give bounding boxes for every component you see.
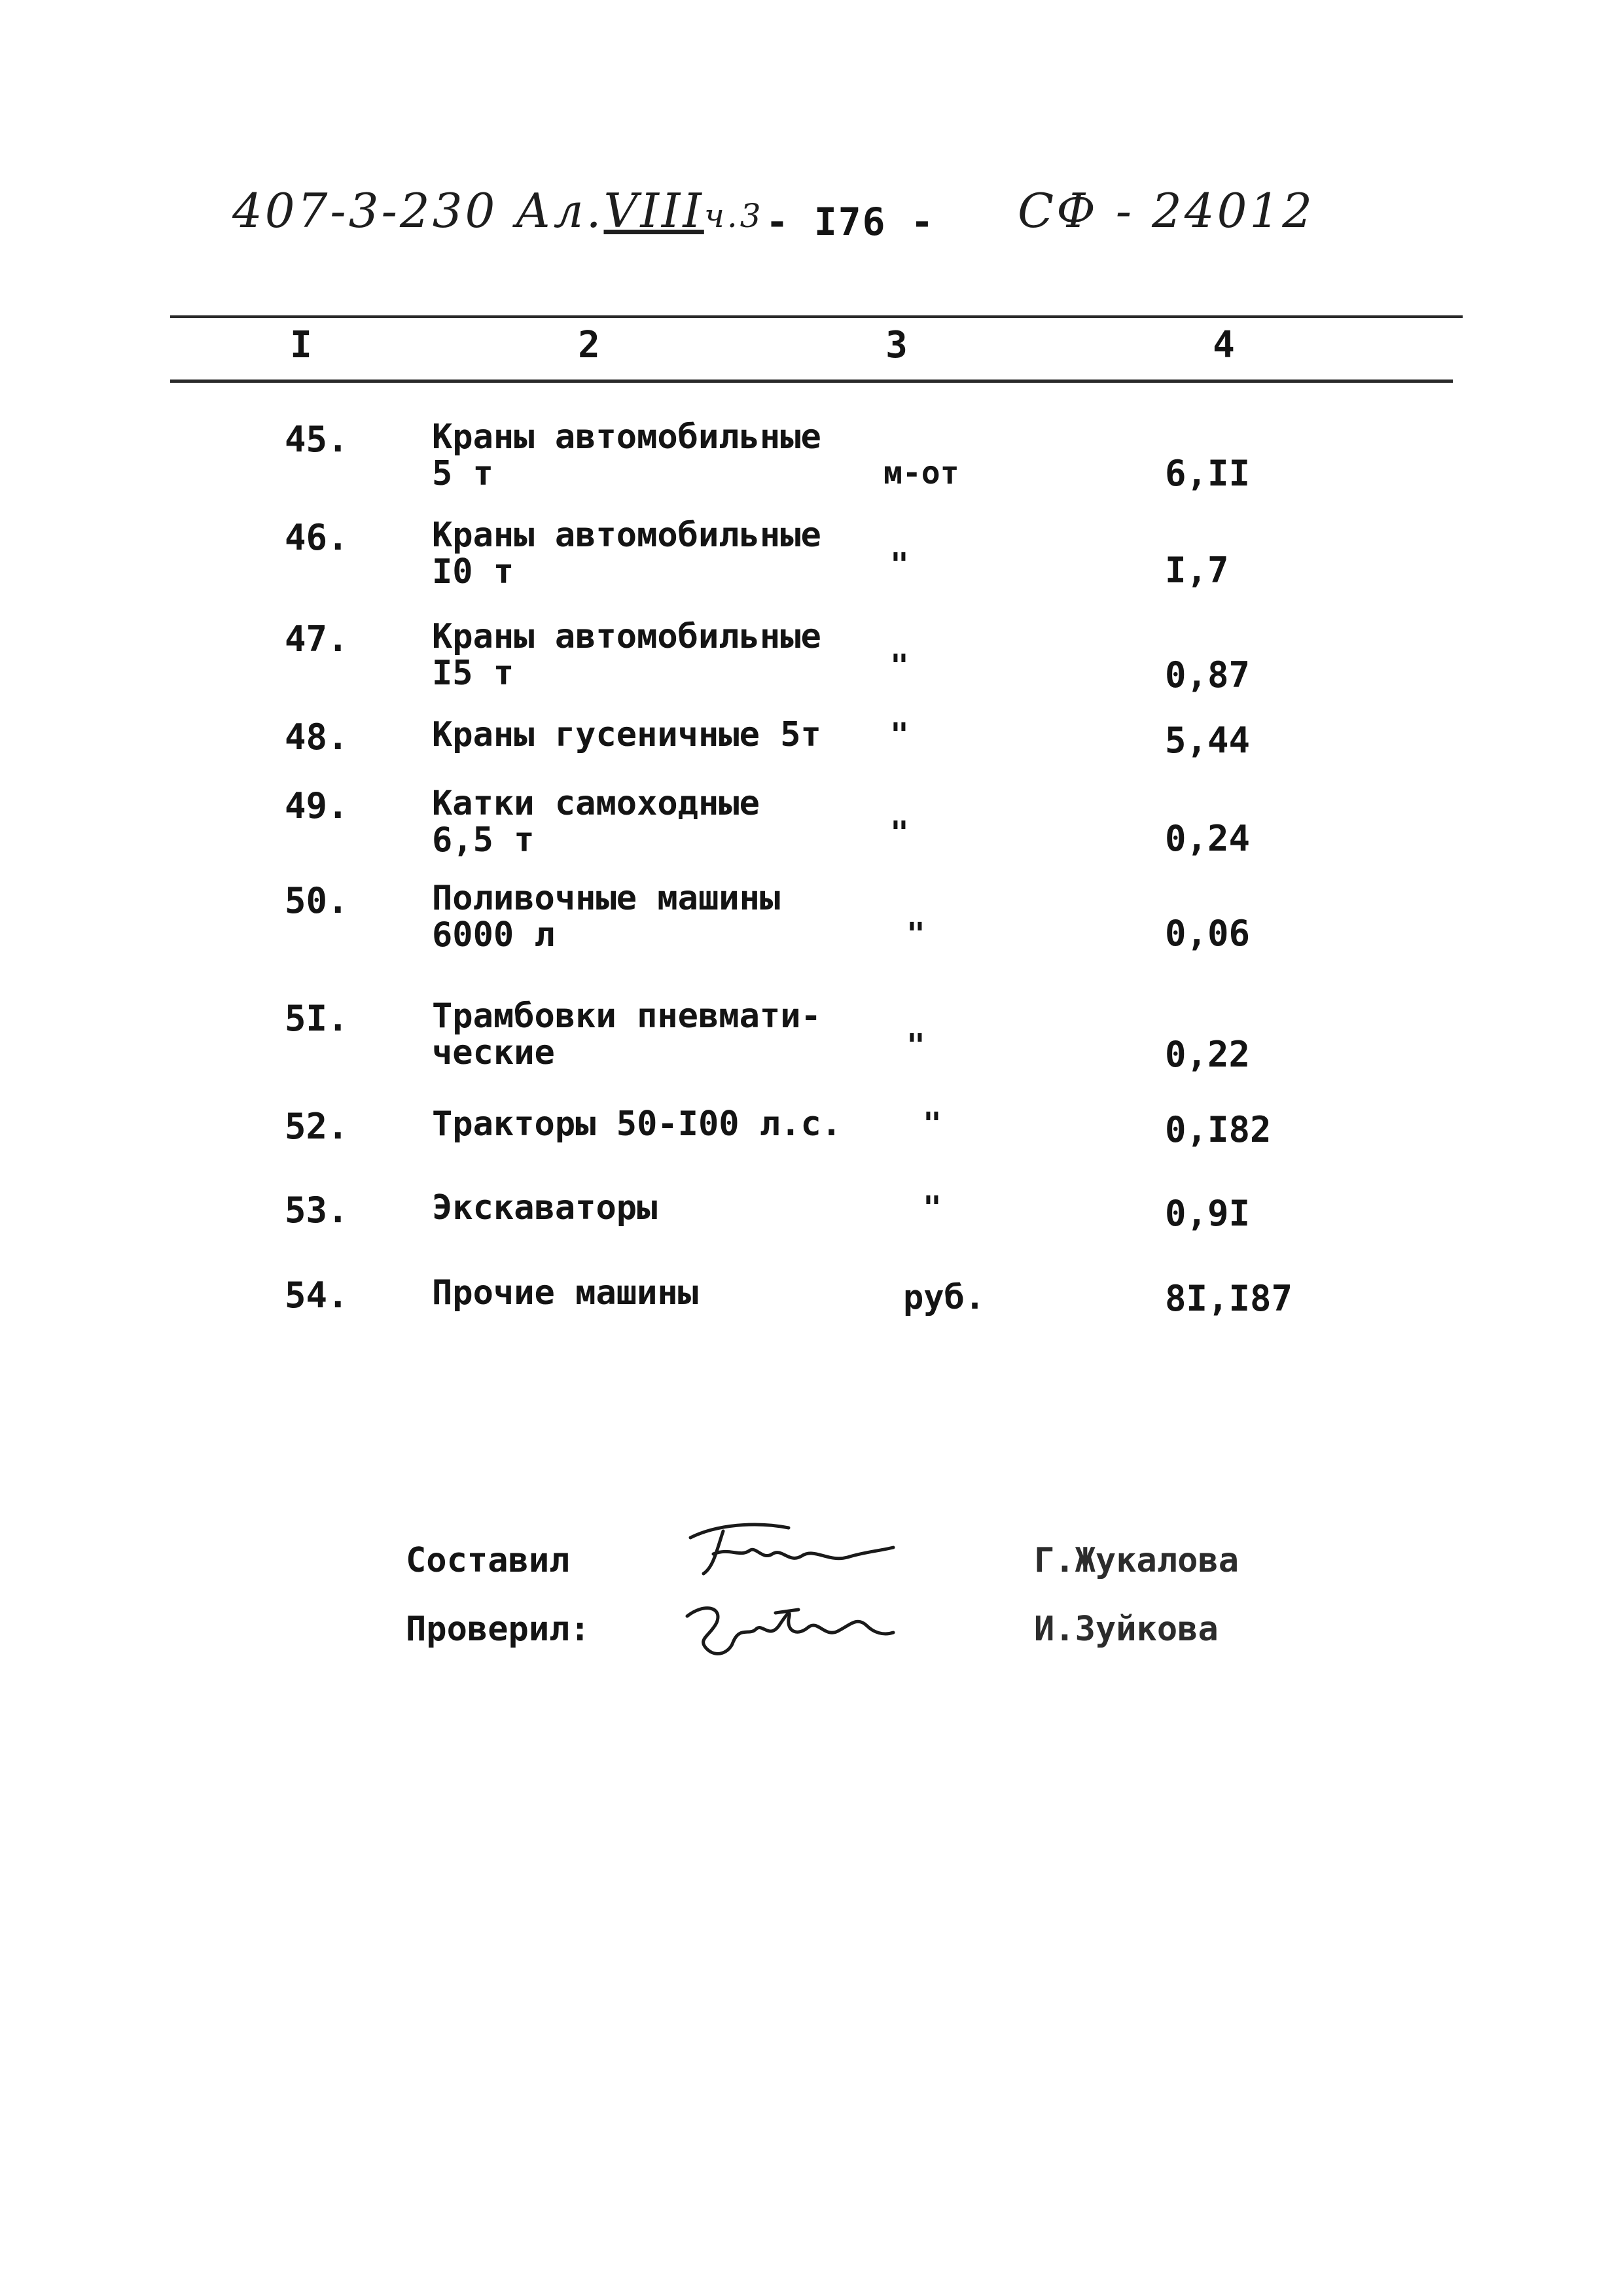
row-number: 5I. <box>285 998 349 1039</box>
document-code-album: Ал. <box>515 183 604 238</box>
row-unit: " <box>906 916 925 953</box>
column-header-2: 2 <box>578 324 600 366</box>
row-number: 50. <box>285 880 349 921</box>
checked-signature <box>677 1587 900 1672</box>
row-name: Краны автомобильные 5 т <box>432 417 821 493</box>
table-header-rule <box>170 380 1453 383</box>
document-code-part: VIII <box>603 183 704 238</box>
column-header-4: 4 <box>1213 324 1235 366</box>
row-value: 6,II <box>1165 453 1251 494</box>
document-code <box>232 183 764 238</box>
row-unit: м-от <box>883 455 959 491</box>
row-number: 45. <box>285 419 349 460</box>
row-number: 48. <box>285 716 349 758</box>
compiled-signature <box>677 1511 900 1590</box>
row-number: 54. <box>285 1275 349 1316</box>
row-value: 0,I82 <box>1165 1109 1272 1150</box>
column-header-3: 3 <box>885 324 908 366</box>
row-value: 0,9I <box>1165 1193 1251 1234</box>
checked-by-label: Проверил: <box>406 1610 590 1649</box>
column-header-1: I <box>290 324 312 366</box>
row-unit: руб. <box>903 1278 986 1317</box>
row-unit: " <box>890 546 909 583</box>
compiled-by-label: Составил <box>406 1541 570 1580</box>
table-top-rule <box>170 315 1463 318</box>
row-name: Трамбовки пневмати- ческие <box>432 997 821 1072</box>
page-number: - I76 - <box>766 200 935 244</box>
checked-by-name: И.Зуйкова <box>1034 1610 1219 1649</box>
row-value: 0,06 <box>1165 913 1251 954</box>
row-value: 0,22 <box>1165 1034 1251 1075</box>
row-number: 46. <box>285 517 349 558</box>
row-unit: " <box>906 1027 925 1064</box>
row-value: 5,44 <box>1165 720 1251 761</box>
row-value: 8I,I87 <box>1165 1278 1293 1319</box>
row-unit: " <box>890 648 909 684</box>
row-value: 0,24 <box>1165 818 1251 859</box>
document-code-ch: ч.3 <box>704 197 764 235</box>
row-number: 52. <box>285 1106 349 1147</box>
row-name: Краны гусеничные 5т <box>432 715 821 754</box>
row-unit: " <box>923 1190 942 1226</box>
row-name: Катки самоходные 6,5 т <box>432 784 760 860</box>
row-name: Тракторы 50-I00 л.с. <box>432 1104 842 1144</box>
row-name: Прочие машины <box>432 1273 698 1313</box>
row-number: 47. <box>285 618 349 660</box>
row-number: 49. <box>285 785 349 826</box>
document-code-main: 407-3-230 <box>232 183 498 238</box>
compiled-by-name: Г.Жукалова <box>1034 1541 1240 1580</box>
sheet-code: СФ - 24012 <box>1018 183 1315 238</box>
row-unit: " <box>890 815 909 851</box>
row-number: 53. <box>285 1190 349 1231</box>
row-name: Поливочные машины 6000 л <box>432 879 781 955</box>
row-name: Краны автомобильные I0 т <box>432 516 821 592</box>
row-value: 0,87 <box>1165 654 1251 696</box>
row-unit: " <box>923 1106 942 1142</box>
row-name: Краны автомобильные I5 т <box>432 617 821 693</box>
row-unit: " <box>890 716 909 753</box>
row-name: Экскаваторы <box>432 1188 658 1227</box>
row-value: I,7 <box>1165 550 1229 591</box>
